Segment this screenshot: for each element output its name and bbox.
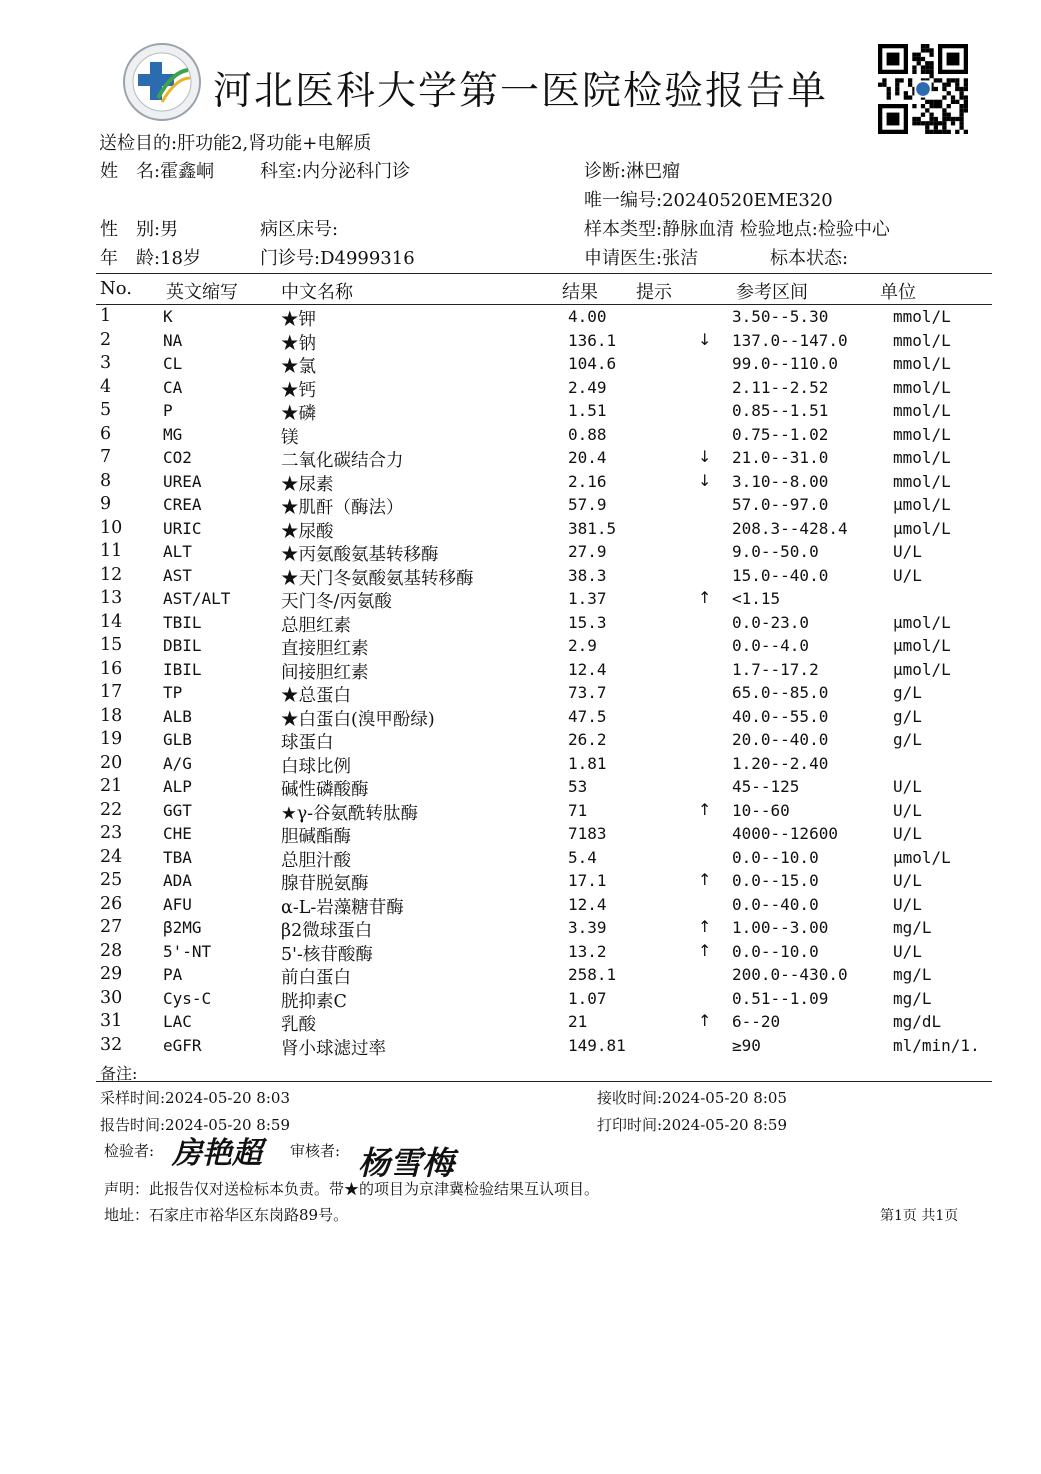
- cell-result: 2.9: [568, 636, 597, 655]
- cell-unit: ml/min/1.: [893, 1035, 980, 1055]
- table-row: [0, 753, 1041, 777]
- cell-no: 18: [100, 705, 123, 726]
- table-row: [0, 941, 1041, 965]
- cell-unit: μmol/L: [893, 659, 951, 679]
- cell-abbr: DBIL: [163, 636, 202, 655]
- cell-result: 57.9: [568, 495, 607, 514]
- cell-name: 总胆红素: [281, 615, 351, 636]
- cell-result: 104.6: [568, 354, 617, 373]
- cell-no: 20: [100, 752, 123, 773]
- table-row: [0, 424, 1041, 448]
- cell-ref: 208.3--428.4: [732, 518, 848, 538]
- cell-ref: 4000--12600: [732, 824, 838, 843]
- table-row: [0, 800, 1041, 824]
- header-flag: 提示: [636, 282, 672, 303]
- cell-no: 29: [100, 964, 123, 984]
- cell-flag: ↑: [698, 588, 712, 607]
- cell-result: 381.5: [568, 518, 617, 538]
- cell-no: 24: [100, 846, 123, 867]
- cell-ref: 0.0-23.0: [732, 612, 810, 632]
- cell-abbr: AST/ALT: [163, 589, 231, 608]
- cell-unit: mmol/L: [893, 448, 951, 467]
- cell-result: 21: [568, 1012, 588, 1031]
- cell-abbr: ALB: [163, 706, 192, 726]
- cell-no: 27: [100, 917, 123, 937]
- cell-no: 2: [100, 329, 112, 350]
- cell-result: 38.3: [568, 565, 607, 585]
- table-row: [0, 659, 1041, 683]
- cell-result: 53: [568, 777, 588, 796]
- cell-result: 4.00: [568, 307, 607, 326]
- cell-no: 8: [100, 470, 112, 491]
- table-row: [0, 917, 1041, 941]
- cell-ref: 0.85--1.51: [732, 401, 829, 420]
- cell-result: 1.51: [568, 401, 607, 420]
- cell-name: ★白蛋白(溴甲酚绿): [281, 709, 435, 730]
- cell-unit: U/L: [893, 565, 922, 585]
- cell-flag: ↑: [698, 940, 712, 960]
- cell-ref: ≥90: [732, 1035, 761, 1055]
- ward-bed: 病区床号:: [260, 219, 339, 240]
- table-row: [0, 894, 1041, 918]
- cell-no: 26: [100, 893, 123, 914]
- table-row: [0, 635, 1041, 659]
- cell-abbr: ALT: [163, 542, 192, 561]
- table-row: [0, 776, 1041, 800]
- cell-abbr: ADA: [163, 871, 192, 890]
- header-abbr: 英文缩写: [166, 282, 238, 303]
- tester-label: 检验者:: [104, 1142, 155, 1160]
- patient-age: 年 龄:18岁: [100, 248, 201, 269]
- cell-unit: μmol/L: [893, 518, 951, 538]
- cell-ref: 9.0--50.0: [732, 542, 819, 561]
- cell-abbr: AST: [163, 565, 192, 585]
- cell-no: 13: [100, 588, 123, 608]
- cell-abbr: TBIL: [163, 612, 202, 632]
- table-row: [0, 964, 1041, 988]
- cell-no: 6: [100, 423, 112, 444]
- cell-no: 14: [100, 611, 123, 632]
- cell-ref: 10--60: [732, 800, 790, 820]
- cell-name: ★总蛋白: [281, 686, 351, 706]
- cell-flag: ↑: [698, 1011, 712, 1030]
- cell-result: 17.1: [568, 871, 607, 890]
- statement: 声明：此报告仅对送检标本负责。带★的项目为京津冀检验结果互认项目。: [104, 1180, 600, 1198]
- diagnosis: 诊断:淋巴瘤: [584, 161, 681, 182]
- cell-result: 2.49: [568, 377, 607, 397]
- cell-unit: U/L: [893, 871, 922, 890]
- cell-no: 21: [100, 776, 123, 796]
- cell-name: 镁: [281, 427, 299, 448]
- cell-name: ★尿素: [281, 474, 334, 495]
- cell-ref: 0.0--10.0: [732, 847, 819, 867]
- table-row: [0, 823, 1041, 847]
- cell-result: 27.9: [568, 542, 607, 561]
- cell-name: 5'-核苷酸酶: [281, 944, 373, 965]
- cell-flag: ↓: [698, 447, 712, 466]
- test-purpose: 送检目的:肝功能2,肾功能+电解质: [99, 133, 372, 154]
- cell-result: 71: [568, 800, 588, 820]
- cell-name: α-L-岩藻糖苷酶: [281, 897, 404, 918]
- cell-unit: mg/L: [893, 965, 932, 984]
- cell-ref: 3.10--8.00: [732, 471, 829, 491]
- cell-name: 球蛋白: [281, 733, 334, 753]
- table-header-rule: [96, 304, 992, 305]
- cell-name: ★天门冬氨酸氨基转移酶: [281, 568, 474, 589]
- cell-name: ★丙氨酸氨基转移酶: [281, 545, 439, 565]
- cell-no: 16: [100, 658, 123, 679]
- page-number: 第1页 共1页: [880, 1208, 959, 1224]
- cell-ref: 137.0--147.0: [732, 330, 848, 350]
- table-bottom-rule: [96, 1081, 992, 1082]
- cell-ref: 99.0--110.0: [732, 354, 838, 373]
- cell-abbr: PA: [163, 965, 183, 984]
- cell-unit: g/L: [893, 730, 922, 749]
- cell-abbr: P: [163, 401, 173, 420]
- cell-unit: U/L: [893, 777, 922, 796]
- cell-result: 1.07: [568, 988, 607, 1008]
- reviewer-label: 审核者:: [290, 1142, 341, 1160]
- cell-abbr: NA: [163, 330, 183, 350]
- cell-ref: 0.0--15.0: [732, 871, 819, 890]
- table-row: [0, 518, 1041, 542]
- cell-ref: 45--125: [732, 777, 800, 796]
- cell-no: 25: [100, 870, 123, 890]
- table-top-rule: [96, 273, 992, 274]
- cell-no: 19: [100, 729, 123, 749]
- table-row: [0, 494, 1041, 518]
- cell-ref: 15.0--40.0: [732, 565, 829, 585]
- specimen-status: 标本状态:: [770, 248, 849, 269]
- cell-ref: 40.0--55.0: [732, 706, 829, 726]
- cell-result: 136.1: [568, 330, 617, 350]
- cell-flag: ↓: [698, 470, 712, 490]
- receive-time: 接收时间:2024-05-20 8:05: [597, 1089, 787, 1107]
- cell-no: 30: [100, 987, 123, 1008]
- cell-name: 二氧化碳结合力: [281, 451, 404, 471]
- cell-result: 5.4: [568, 847, 597, 867]
- address: 地址：石家庄市裕华区东岗路89号。: [104, 1206, 349, 1224]
- cell-no: 4: [100, 376, 112, 397]
- cell-no: 12: [100, 564, 123, 585]
- cell-flag: ↑: [698, 917, 712, 936]
- header-ref: 参考区间: [736, 282, 808, 303]
- table-row: [0, 612, 1041, 636]
- cell-no: 28: [100, 940, 123, 961]
- cell-no: 5: [100, 400, 112, 420]
- patient-name: 姓 名:霍鑫峒: [100, 161, 215, 182]
- cell-name: 天门冬/丙氨酸: [281, 592, 392, 612]
- cell-no: 9: [100, 494, 112, 514]
- cell-ref: 20.0--40.0: [732, 730, 829, 749]
- cell-result: 12.4: [568, 894, 607, 914]
- cell-unit: U/L: [893, 941, 922, 961]
- table-row: [0, 682, 1041, 706]
- cell-abbr: eGFR: [163, 1035, 202, 1055]
- cell-result: 12.4: [568, 659, 607, 679]
- table-header: [0, 278, 1041, 304]
- header-result: 结果: [562, 282, 598, 303]
- cell-result: 1.37: [568, 589, 607, 608]
- cell-no: 22: [100, 799, 123, 820]
- cell-abbr: β2MG: [163, 918, 202, 937]
- cell-abbr: URIC: [163, 518, 202, 538]
- cell-result: 20.4: [568, 448, 607, 467]
- table-row: [0, 353, 1041, 377]
- cell-ref: 200.0--430.0: [732, 965, 848, 984]
- report-title: 河北医科大学第一医院检验报告单: [212, 69, 828, 114]
- header-name: 中文名称: [281, 282, 353, 303]
- cell-name: ★钾: [281, 310, 316, 330]
- cell-unit: mg/L: [893, 988, 932, 1008]
- cell-unit: mmol/L: [893, 307, 951, 326]
- table-row: [0, 565, 1041, 589]
- cell-unit: mmol/L: [893, 354, 951, 373]
- department: 科室:内分泌科门诊: [260, 161, 411, 182]
- cell-no: 3: [100, 353, 112, 373]
- cell-result: 258.1: [568, 965, 617, 984]
- cell-ref: 65.0--85.0: [732, 683, 829, 702]
- cell-result: 26.2: [568, 730, 607, 749]
- cell-name: 直接胆红素: [281, 639, 369, 659]
- sample-type: 样本类型:静脉血清 检验地点:检验中心: [584, 219, 890, 240]
- unique-id: 唯一编号:20240520EME320: [584, 190, 833, 211]
- table-row: [0, 870, 1041, 894]
- cell-abbr: K: [163, 307, 173, 326]
- cell-abbr: CA: [163, 377, 183, 397]
- cell-abbr: AFU: [163, 894, 192, 914]
- patient-sex: 性 别:男: [100, 219, 179, 240]
- header-unit: 单位: [880, 282, 916, 303]
- cell-no: 15: [100, 635, 123, 655]
- cell-result: 0.88: [568, 424, 607, 444]
- cell-name: ★尿酸: [281, 521, 334, 542]
- cell-abbr: CL: [163, 354, 183, 373]
- cell-name: 胱抑素C: [281, 991, 347, 1012]
- cell-ref: 2.11--2.52: [732, 377, 829, 397]
- cell-unit: mg/dL: [893, 1012, 942, 1031]
- table-row: [0, 400, 1041, 424]
- cell-abbr: CO2: [163, 448, 192, 467]
- cell-unit: U/L: [893, 542, 922, 561]
- table-row: [0, 588, 1041, 612]
- cell-abbr: ALP: [163, 777, 192, 796]
- cell-result: 3.39: [568, 918, 607, 937]
- cell-abbr: GGT: [163, 800, 192, 820]
- cell-no: 32: [100, 1034, 123, 1055]
- cell-ref: 0.51--1.09: [732, 988, 829, 1008]
- cell-unit: mmol/L: [893, 330, 951, 350]
- table-row: [0, 541, 1041, 565]
- cell-abbr: CHE: [163, 824, 192, 843]
- table-row: [0, 447, 1041, 471]
- cell-no: 1: [100, 306, 112, 326]
- cell-abbr: MG: [163, 424, 183, 444]
- cell-abbr: TP: [163, 683, 183, 702]
- cell-unit: μmol/L: [893, 636, 951, 655]
- cell-no: 23: [100, 823, 123, 843]
- table-row: [0, 377, 1041, 401]
- cell-abbr: CREA: [163, 495, 202, 514]
- cell-abbr: 5'-NT: [163, 941, 212, 961]
- table-row: [0, 988, 1041, 1012]
- cell-name: 腺苷脱氨酶: [281, 874, 369, 894]
- cell-unit: U/L: [893, 824, 922, 843]
- report-time: 报告时间:2024-05-20 8:59: [100, 1116, 290, 1134]
- cell-no: 10: [100, 517, 123, 538]
- cell-unit: mmol/L: [893, 401, 951, 420]
- cell-name: 碱性磷酸酶: [281, 780, 369, 800]
- table-row: [0, 306, 1041, 330]
- cell-ref: 57.0--97.0: [732, 495, 829, 514]
- cell-flag: ↑: [698, 799, 712, 819]
- cell-ref: 0.0--40.0: [732, 894, 819, 914]
- cell-name: ★肌酐（酶法）: [281, 498, 404, 518]
- cell-unit: mg/L: [893, 918, 932, 937]
- cell-result: 73.7: [568, 683, 607, 702]
- cell-result: 1.81: [568, 753, 607, 773]
- cell-flag: ↑: [698, 870, 712, 889]
- cell-abbr: IBIL: [163, 659, 202, 679]
- print-time: 打印时间:2024-05-20 8:59: [597, 1116, 787, 1134]
- cell-unit: mmol/L: [893, 377, 951, 397]
- table-row: [0, 1035, 1041, 1059]
- cell-name: 白球比例: [281, 756, 351, 777]
- cell-unit: mmol/L: [893, 471, 951, 491]
- requesting-doctor: 申请医生:张洁: [584, 248, 699, 269]
- table-row: [0, 847, 1041, 871]
- cell-result: 7183: [568, 824, 607, 843]
- cell-result: 2.16: [568, 471, 607, 491]
- table-row: [0, 1011, 1041, 1035]
- tester-signature: 房艳超: [172, 1136, 262, 1171]
- cell-ref: 6--20: [732, 1012, 781, 1031]
- table-row: [0, 330, 1041, 354]
- cell-unit: μmol/L: [893, 847, 951, 867]
- cell-flag: ↓: [698, 329, 712, 349]
- cell-name: 肾小球滤过率: [281, 1038, 386, 1059]
- table-row: [0, 706, 1041, 730]
- cell-ref: 21.0--31.0: [732, 448, 829, 467]
- cell-name: β2微球蛋白: [281, 921, 373, 941]
- cell-name: 间接胆红素: [281, 662, 369, 683]
- cell-abbr: LAC: [163, 1012, 192, 1031]
- cell-ref: 0.0--4.0: [732, 636, 810, 655]
- cell-abbr: TBA: [163, 847, 192, 867]
- cell-name: ★γ-谷氨酰转肽酶: [281, 803, 419, 824]
- clinic-number: 门诊号:D4999316: [260, 248, 415, 269]
- cell-unit: g/L: [893, 706, 922, 726]
- cell-no: 17: [100, 682, 123, 702]
- cell-unit: g/L: [893, 683, 922, 702]
- cell-name: ★钙: [281, 380, 316, 401]
- cell-abbr: UREA: [163, 471, 202, 491]
- cell-ref: 1.00--3.00: [732, 918, 829, 937]
- cell-unit: mmol/L: [893, 424, 951, 444]
- cell-no: 7: [100, 447, 112, 467]
- sample-time: 采样时间:2024-05-20 8:03: [100, 1089, 290, 1107]
- cell-result: 13.2: [568, 941, 607, 961]
- reviewer-signature: 杨雪梅: [358, 1144, 455, 1182]
- cell-ref: 1.7--17.2: [732, 659, 819, 679]
- cell-name: ★磷: [281, 404, 316, 424]
- table-row: [0, 471, 1041, 495]
- cell-ref: 0.75--1.02: [732, 424, 829, 444]
- cell-name: 总胆汁酸: [281, 850, 351, 871]
- cell-abbr: Cys-C: [163, 988, 212, 1008]
- cell-unit: μmol/L: [893, 612, 951, 632]
- cell-abbr: A/G: [163, 753, 192, 773]
- cell-abbr: GLB: [163, 730, 192, 749]
- cell-result: 149.81: [568, 1035, 626, 1055]
- cell-result: 47.5: [568, 706, 607, 726]
- cell-unit: U/L: [893, 800, 922, 820]
- cell-name: ★钠: [281, 333, 316, 354]
- header-no: No.: [100, 278, 132, 299]
- cell-unit: μmol/L: [893, 495, 951, 514]
- cell-ref: 3.50--5.30: [732, 307, 829, 326]
- cell-ref: 0.0--10.0: [732, 941, 819, 961]
- remark-label: 备注:: [100, 1064, 138, 1083]
- cell-no: 31: [100, 1011, 123, 1031]
- cell-name: 胆碱酯酶: [281, 827, 351, 847]
- table-row: [0, 729, 1041, 753]
- cell-name: ★氯: [281, 357, 316, 377]
- cell-ref: 1.20--2.40: [732, 753, 829, 773]
- cell-result: 15.3: [568, 612, 607, 632]
- cell-ref: <1.15: [732, 589, 781, 608]
- cell-name: 前白蛋白: [281, 968, 351, 988]
- cell-no: 11: [100, 541, 123, 561]
- cell-unit: U/L: [893, 894, 922, 914]
- cell-name: 乳酸: [281, 1015, 316, 1035]
